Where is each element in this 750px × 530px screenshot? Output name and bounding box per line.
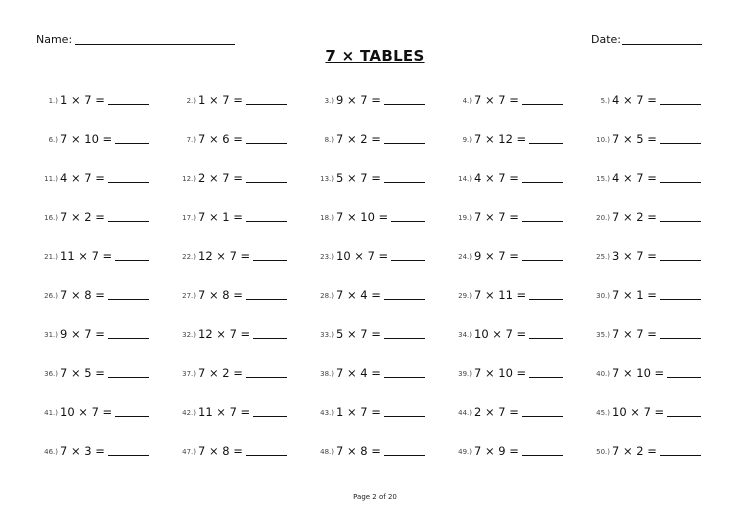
problem-item (450, 439, 588, 478)
problem-expression: 9 × 7 = (60, 327, 105, 341)
problem-number: 5.) (600, 97, 610, 105)
problem-number: 39.) (458, 370, 472, 378)
name-label: Name: (36, 33, 73, 46)
problem-expression: 7 × 4 = (336, 366, 381, 380)
problem-expression: 4 × 7 = (612, 93, 657, 107)
problem-number: 31.) (44, 331, 58, 339)
problem-number: 6.) (48, 136, 58, 144)
problem-expression: 10 × 7 = (612, 405, 665, 419)
answer-line[interactable] (108, 182, 149, 183)
problem-number: 9.) (462, 136, 472, 144)
problem-number: 3.) (324, 97, 334, 105)
answer-line[interactable] (108, 221, 149, 222)
page-number: Page 2 of 20 (353, 493, 397, 501)
problem-expression: 7 × 7 = (474, 210, 519, 224)
problem-item (174, 439, 312, 478)
answer-line[interactable] (667, 377, 701, 378)
problem-expression: 7 × 10 = (60, 132, 113, 146)
problem-number: 7.) (186, 136, 196, 144)
answer-line[interactable] (108, 455, 149, 456)
problem-number: 25.) (596, 253, 610, 261)
problem-expression: 7 × 12 = (474, 132, 527, 146)
problem-expression: 11 × 7 = (198, 405, 251, 419)
answer-line[interactable] (253, 338, 287, 339)
problem-number: 34.) (458, 331, 472, 339)
answer-line[interactable] (384, 377, 425, 378)
problem-number: 13.) (320, 175, 334, 183)
problem-expression: 7 × 10 = (336, 210, 389, 224)
answer-line[interactable] (384, 143, 425, 144)
answer-line[interactable] (529, 338, 563, 339)
problem-item (36, 88, 174, 127)
problem-item (588, 400, 726, 439)
answer-line[interactable] (660, 221, 701, 222)
answer-line[interactable] (522, 416, 563, 417)
problem-number: 1.) (48, 97, 58, 105)
problem-item (174, 166, 312, 205)
answer-line[interactable] (246, 104, 287, 105)
problem-expression: 7 × 8 = (198, 444, 243, 458)
problem-item (312, 361, 450, 400)
problem-expression: 9 × 7 = (336, 93, 381, 107)
problem-item (312, 88, 450, 127)
problem-item (312, 400, 450, 439)
problem-item (588, 439, 726, 478)
problem-expression: 2 × 7 = (198, 171, 243, 185)
problem-item (312, 244, 450, 283)
problem-expression: 7 × 7 = (612, 327, 657, 341)
answer-line[interactable] (115, 143, 149, 144)
problem-expression: 7 × 10 = (612, 366, 665, 380)
answer-line[interactable] (384, 182, 425, 183)
problem-number: 20.) (596, 214, 610, 222)
problem-number: 24.) (458, 253, 472, 261)
answer-line[interactable] (108, 338, 149, 339)
problem-expression: 7 × 11 = (474, 288, 527, 302)
problem-expression: 9 × 7 = (474, 249, 519, 263)
problem-item (312, 205, 450, 244)
answer-line[interactable] (246, 299, 287, 300)
problem-expression: 7 × 7 = (474, 93, 519, 107)
problem-item (588, 88, 726, 127)
answer-line[interactable] (108, 104, 149, 105)
problem-number: 11.) (44, 175, 58, 183)
problem-number: 26.) (44, 292, 58, 300)
answer-line[interactable] (522, 104, 563, 105)
answer-line[interactable] (391, 221, 425, 222)
problem-number: 49.) (458, 448, 472, 456)
problem-expression: 7 × 3 = (60, 444, 105, 458)
problem-expression: 5 × 7 = (336, 171, 381, 185)
problem-expression: 4 × 7 = (474, 171, 519, 185)
problem-expression: 10 × 7 = (474, 327, 527, 341)
problem-number: 37.) (182, 370, 196, 378)
problem-item (36, 400, 174, 439)
problem-number: 29.) (458, 292, 472, 300)
problem-number: 30.) (596, 292, 610, 300)
answer-line[interactable] (522, 260, 563, 261)
problem-item (588, 205, 726, 244)
problem-expression: 7 × 8 = (198, 288, 243, 302)
problem-number: 47.) (182, 448, 196, 456)
problem-number: 40.) (596, 370, 610, 378)
problem-number: 41.) (44, 409, 58, 417)
problem-item (36, 205, 174, 244)
problem-expression: 7 × 2 = (612, 444, 657, 458)
problem-expression: 7 × 4 = (336, 288, 381, 302)
problem-item (588, 283, 726, 322)
problem-item (312, 322, 450, 361)
problem-number: 2.) (186, 97, 196, 105)
answer-line[interactable] (660, 455, 701, 456)
problem-expression: 12 × 7 = (198, 327, 251, 341)
answer-line[interactable] (660, 338, 701, 339)
answer-line[interactable] (246, 455, 287, 456)
problem-expression: 7 × 1 = (612, 288, 657, 302)
problem-number: 35.) (596, 331, 610, 339)
problem-expression: 7 × 2 = (336, 132, 381, 146)
problem-item (174, 283, 312, 322)
problem-expression: 7 × 9 = (474, 444, 519, 458)
answer-line[interactable] (246, 377, 287, 378)
problem-number: 46.) (44, 448, 58, 456)
problem-number: 32.) (182, 331, 196, 339)
problem-item (588, 166, 726, 205)
problem-item (450, 88, 588, 127)
answer-line[interactable] (115, 260, 149, 261)
problem-expression: 4 × 7 = (60, 171, 105, 185)
answer-line[interactable] (522, 221, 563, 222)
problem-number: 17.) (182, 214, 196, 222)
problem-item (36, 322, 174, 361)
problem-expression: 7 × 8 = (336, 444, 381, 458)
problem-number: 21.) (44, 253, 58, 261)
answer-line[interactable] (115, 416, 149, 417)
problem-number: 23.) (320, 253, 334, 261)
problem-expression: 7 × 2 = (612, 210, 657, 224)
problem-expression: 7 × 1 = (198, 210, 243, 224)
problem-item (174, 244, 312, 283)
answer-line[interactable] (108, 299, 149, 300)
answer-line[interactable] (660, 260, 701, 261)
worksheet-title: 7 × TABLES (325, 47, 425, 65)
answer-line[interactable] (522, 182, 563, 183)
problem-number: 16.) (44, 214, 58, 222)
problem-expression: 7 × 2 = (60, 210, 105, 224)
problem-number: 36.) (44, 370, 58, 378)
problem-item (174, 400, 312, 439)
date-field-line[interactable] (622, 44, 702, 45)
problem-expression: 1 × 7 = (60, 93, 105, 107)
problem-item (174, 205, 312, 244)
problem-number: 45.) (596, 409, 610, 417)
answer-line[interactable] (246, 221, 287, 222)
answer-line[interactable] (660, 299, 701, 300)
problem-expression: 7 × 5 = (612, 132, 657, 146)
problem-item (450, 205, 588, 244)
problem-item (450, 244, 588, 283)
problem-number: 18.) (320, 214, 334, 222)
problem-expression: 10 × 7 = (336, 249, 389, 263)
answer-line[interactable] (660, 182, 701, 183)
problem-expression: 7 × 6 = (198, 132, 243, 146)
problem-item (588, 361, 726, 400)
problem-item (36, 283, 174, 322)
answer-line[interactable] (391, 260, 425, 261)
problem-item (588, 244, 726, 283)
problem-item (312, 283, 450, 322)
answer-line[interactable] (384, 455, 425, 456)
problem-item (36, 127, 174, 166)
problem-number: 48.) (320, 448, 334, 456)
problem-expression: 4 × 7 = (612, 171, 657, 185)
answer-line[interactable] (108, 377, 149, 378)
problem-item (312, 439, 450, 478)
problem-number: 38.) (320, 370, 334, 378)
problem-expression: 7 × 8 = (60, 288, 105, 302)
problem-number: 4.) (462, 97, 472, 105)
problem-expression: 5 × 7 = (336, 327, 381, 341)
problem-expression: 3 × 7 = (612, 249, 657, 263)
problem-item (588, 127, 726, 166)
problem-expression: 7 × 5 = (60, 366, 105, 380)
answer-line[interactable] (660, 143, 701, 144)
problem-item (450, 166, 588, 205)
problem-expression: 12 × 7 = (198, 249, 251, 263)
problem-item (312, 127, 450, 166)
problem-item (450, 322, 588, 361)
problem-number: 42.) (182, 409, 196, 417)
problem-item (312, 166, 450, 205)
answer-line[interactable] (529, 377, 563, 378)
problem-number: 12.) (182, 175, 196, 183)
problem-expression: 1 × 7 = (336, 405, 381, 419)
answer-line[interactable] (384, 416, 425, 417)
problem-expression: 1 × 7 = (198, 93, 243, 107)
problem-number: 10.) (596, 136, 610, 144)
answer-line[interactable] (246, 143, 287, 144)
problem-item (36, 439, 174, 478)
problem-item (174, 361, 312, 400)
problem-item (450, 283, 588, 322)
problem-item (36, 244, 174, 283)
answer-line[interactable] (529, 299, 563, 300)
problem-number: 8.) (324, 136, 334, 144)
name-field-line[interactable] (75, 44, 235, 45)
problem-expression: 11 × 7 = (60, 249, 113, 263)
date-label: Date: (591, 33, 621, 46)
problem-number: 19.) (458, 214, 472, 222)
problem-expression: 2 × 7 = (474, 405, 519, 419)
problem-item (174, 127, 312, 166)
problem-number: 50.) (596, 448, 610, 456)
problem-item (450, 127, 588, 166)
answer-line[interactable] (384, 338, 425, 339)
problem-item (588, 322, 726, 361)
problem-item (450, 361, 588, 400)
problem-expression: 10 × 7 = (60, 405, 113, 419)
problem-grid (36, 88, 720, 478)
problem-number: 33.) (320, 331, 334, 339)
answer-line[interactable] (384, 104, 425, 105)
problem-number: 27.) (182, 292, 196, 300)
answer-line[interactable] (253, 260, 287, 261)
answer-line[interactable] (529, 143, 563, 144)
answer-line[interactable] (660, 104, 701, 105)
problem-number: 14.) (458, 175, 472, 183)
problem-item (36, 361, 174, 400)
problem-expression: 7 × 10 = (474, 366, 527, 380)
answer-line[interactable] (522, 455, 563, 456)
problem-item (174, 322, 312, 361)
answer-line[interactable] (246, 182, 287, 183)
answer-line[interactable] (384, 299, 425, 300)
problem-number: 44.) (458, 409, 472, 417)
problem-item (36, 166, 174, 205)
answer-line[interactable] (253, 416, 287, 417)
problem-number: 15.) (596, 175, 610, 183)
problem-number: 28.) (320, 292, 334, 300)
problem-item (450, 400, 588, 439)
problem-expression: 7 × 2 = (198, 366, 243, 380)
problem-item (174, 88, 312, 127)
answer-line[interactable] (667, 416, 701, 417)
problem-number: 22.) (182, 253, 196, 261)
problem-number: 43.) (320, 409, 334, 417)
